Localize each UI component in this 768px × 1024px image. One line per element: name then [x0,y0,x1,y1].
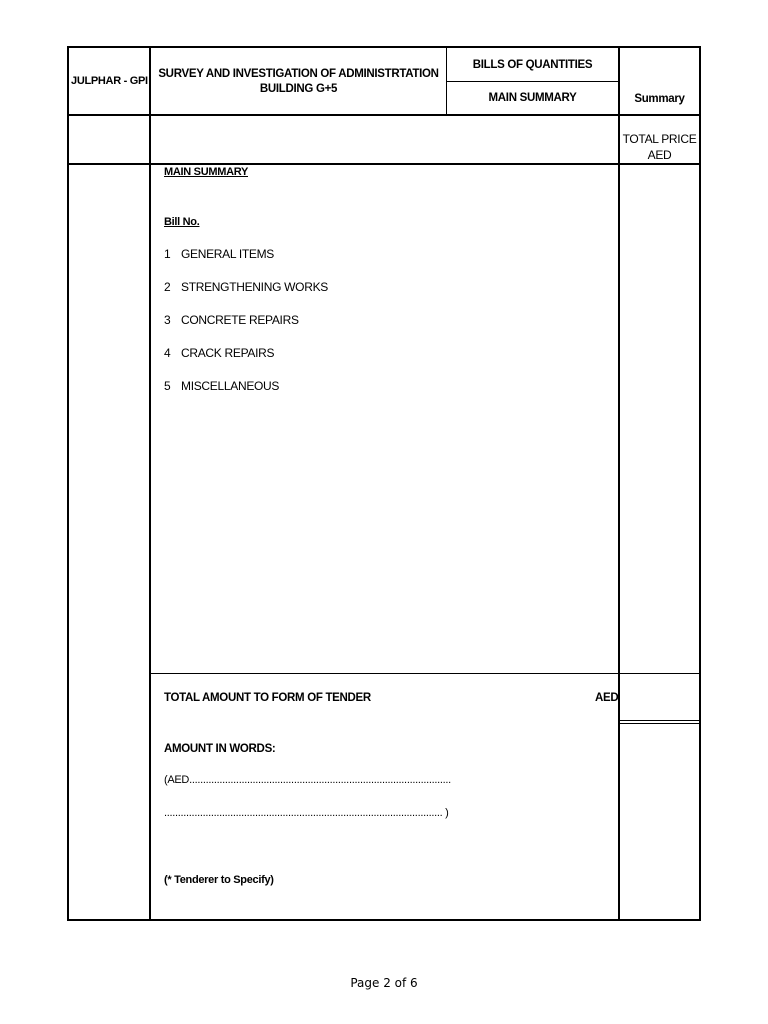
main-summary-heading: MAIN SUMMARY [164,166,248,178]
total-currency: AED [595,692,619,704]
doc-type: BILLS OF QUANTITIES [472,59,593,71]
bill-number: 2 [164,280,171,294]
amount-in-words-line1: (AED............................................................................................... [164,774,451,786]
bill-number: 4 [164,346,171,360]
total-double-rule-1 [620,720,699,721]
total-top-rule [150,673,699,674]
amount-in-words-label: AMOUNT IN WORDS: [164,743,276,755]
amount-in-words-line2: ..................................................................................................... ) [164,807,449,819]
bill-number: 3 [164,313,171,327]
bill-number: 1 [164,247,171,261]
bill-name: CONCRETE REPAIRS [181,313,299,327]
bill-name: GENERAL ITEMS [181,247,275,261]
tenderer-note: (* Tenderer to Specify) [164,874,274,886]
total-price-header-line2: AED [647,148,672,162]
bill-number: 5 [164,379,171,393]
bill-name: MISCELLANEOUS [181,379,280,393]
header-subdivider [447,81,618,82]
total-double-rule-2 [620,723,699,724]
boq-sheet-frame [67,46,701,921]
project-title-line2: BUILDING G+5 [259,83,338,95]
bill-no-label: Bill No. [164,216,200,228]
project-title-line1: SURVEY AND INVESTIGATION OF ADMINISTRTATION [158,68,439,80]
page-number: Page 2 of 6 [350,976,418,990]
header-bottom-rule [69,114,699,116]
col-divider-left [149,48,151,919]
summary-column-title: Summary [634,93,685,105]
total-amount-label: TOTAL AMOUNT TO FORM OF TENDER [164,692,371,704]
total-price-header-line1: TOTAL PRICE [622,132,697,146]
section-title: MAIN SUMMARY [488,92,577,104]
bill-name: STRENGTHENING WORKS [181,280,328,294]
client-name: JULPHAR - GPI [71,75,148,87]
bill-name: CRACK REPAIRS [181,346,275,360]
col-divider-right [618,48,620,919]
